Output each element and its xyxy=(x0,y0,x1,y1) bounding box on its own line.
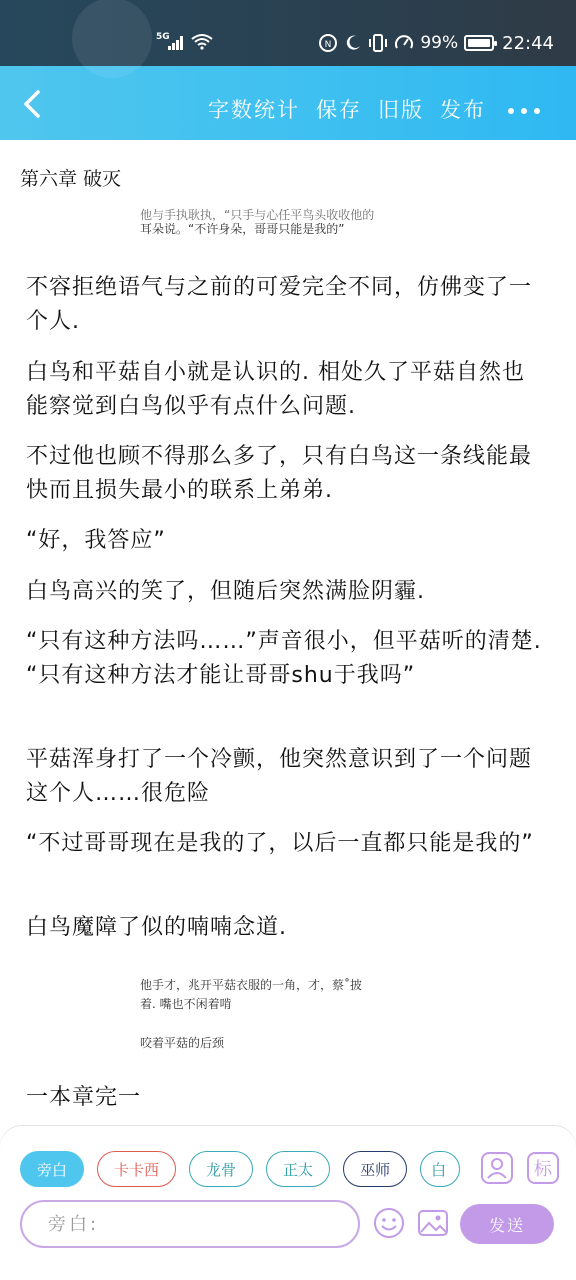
signal-bar xyxy=(172,43,175,50)
save-button[interactable]: 保存 xyxy=(316,98,362,122)
status-right xyxy=(318,30,554,56)
image-text-line: 他与手执耿执，“只手与心任平鸟头收收他的 xyxy=(140,208,375,222)
paragraph: 白鸟和平菇自小就是认识的. 相处久了平菇自然也能察觉到白鸟似乎有点什么问题. xyxy=(26,360,525,419)
signal-bar xyxy=(180,36,183,50)
image-text-line: 他手才，兆开平菇衣服的一角，才，蔡˚披 xyxy=(140,978,363,992)
signal-bar xyxy=(176,40,179,50)
clock: 22:44 xyxy=(502,32,554,54)
vibrate-icon xyxy=(368,33,388,53)
battery-percent: 99% xyxy=(420,33,459,53)
nav-actions xyxy=(208,94,486,124)
paragraph: 平菇浑身打了一个冷颤，他突然意识到了一个问题这个人……很危险 xyxy=(26,747,533,806)
moon-icon xyxy=(344,34,362,52)
chip-wizard[interactable]: 巫师 xyxy=(343,1151,407,1187)
paragraph: “好，我答应” xyxy=(26,528,166,553)
header xyxy=(0,0,576,140)
old-version-button[interactable]: 旧版 xyxy=(378,98,424,122)
network-indicator xyxy=(156,32,216,52)
publish-button[interactable]: 发布 xyxy=(440,98,486,122)
chip-narrator[interactable]: 旁白 xyxy=(20,1151,84,1187)
character-icon[interactable] xyxy=(480,1151,514,1185)
image-icon[interactable] xyxy=(416,1206,450,1240)
image-text-line: 耳朵说。“不许身朵，哥哥只能是我的” xyxy=(140,222,345,236)
message-input[interactable] xyxy=(22,1202,358,1246)
dot xyxy=(508,108,514,114)
top-nav xyxy=(0,66,576,140)
character-chip-row xyxy=(20,1151,464,1189)
chip-baiwu[interactable]: 白 xyxy=(420,1151,460,1187)
chapter-end-marker: 一本章完一 xyxy=(26,1085,142,1110)
send-button[interactable]: 发送 xyxy=(460,1204,554,1244)
speed-icon xyxy=(394,33,414,53)
wifi-icon xyxy=(190,32,214,50)
word-count-button[interactable]: 字数统计 xyxy=(208,98,300,122)
more-dots-icon[interactable] xyxy=(508,108,540,114)
paragraph: 不过他也顾不得那么多了，只有白鸟这一条线能最快而且损失最小的联系上弟弟. xyxy=(26,444,533,503)
status-bar xyxy=(0,0,576,66)
emoji-icon[interactable] xyxy=(372,1206,406,1240)
svg-text:N: N xyxy=(324,40,332,50)
paragraph: “不过哥哥现在是我的了，以后一直都只能是我的” xyxy=(26,831,534,856)
image-text-line: 着. 嘴也不闲着啃 xyxy=(140,997,232,1011)
message-input-box[interactable] xyxy=(20,1200,360,1248)
chevron-left-icon[interactable] xyxy=(16,86,52,122)
svg-text:标: 标 xyxy=(534,1159,552,1180)
paragraph: 不容拒绝语气与之前的可爱完全不同，仿佛变了一个人. xyxy=(26,275,533,334)
nfc-icon xyxy=(318,33,338,53)
paragraph: 白鸟高兴的笑了，但随后突然满脸阴霾. xyxy=(26,579,425,604)
tag-icon[interactable] xyxy=(526,1151,560,1185)
image-text-line: 咬着平菇的后颈 xyxy=(140,1036,225,1050)
chapter-title: 第六章 破灭 xyxy=(20,168,122,190)
composer-panel xyxy=(0,1126,576,1280)
network-type: 5G xyxy=(156,32,170,42)
dot xyxy=(521,108,527,114)
chip-longgu[interactable]: 龙骨 xyxy=(189,1151,253,1187)
dot xyxy=(534,108,540,114)
battery-icon xyxy=(464,35,494,51)
chip-kakashi[interactable]: 卡卡西 xyxy=(97,1151,176,1187)
paragraph: “只有这种方法吗……”声音很小，但平菇听的清楚. “只有这种方法才能让哥哥shu于我吗” xyxy=(26,629,542,688)
battery-level xyxy=(468,39,490,47)
signal-bar xyxy=(168,46,171,50)
paragraph: 白鸟魔障了似的喃喃念道. xyxy=(26,915,287,940)
chip-zhengtai[interactable]: 正太 xyxy=(266,1151,330,1187)
